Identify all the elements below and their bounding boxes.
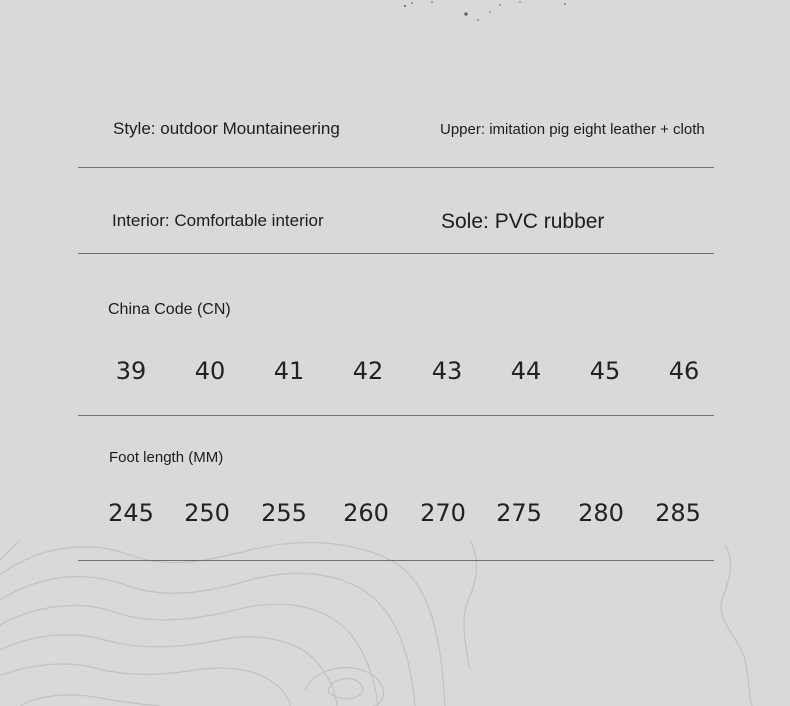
sole-spec: Sole: PVC rubber xyxy=(441,210,605,233)
china-code-value: 43 xyxy=(431,357,463,385)
upper-spec: Upper: imitation pig eight leather + cloth xyxy=(440,121,705,138)
foot-length-value: 260 xyxy=(343,499,389,527)
speckle-decoration xyxy=(0,0,790,30)
divider xyxy=(78,253,714,254)
divider xyxy=(78,560,714,561)
style-spec: Style: outdoor Mountaineering xyxy=(113,119,340,138)
china-code-value: 44 xyxy=(510,357,542,385)
china-code-value: 45 xyxy=(589,357,621,385)
foot-length-value: 285 xyxy=(655,499,701,527)
foot-length-value: 245 xyxy=(108,499,154,527)
foot-length-value: 280 xyxy=(578,499,624,527)
foot-length-value: 275 xyxy=(496,499,542,527)
foot-length-label: Foot length (MM) xyxy=(109,449,224,466)
china-code-value: 40 xyxy=(194,357,226,385)
foot-length-value: 270 xyxy=(420,499,466,527)
foot-length-value: 255 xyxy=(261,499,307,527)
china-code-value: 41 xyxy=(273,357,305,385)
divider xyxy=(78,167,714,168)
divider xyxy=(78,415,714,416)
china-code-value: 46 xyxy=(668,357,700,385)
china-code-value: 39 xyxy=(115,357,147,385)
foot-length-value: 250 xyxy=(184,499,230,527)
interior-spec: Interior: Comfortable interior xyxy=(112,211,324,230)
china-code-value: 42 xyxy=(352,357,384,385)
china-code-label: China Code (CN) xyxy=(108,301,231,318)
